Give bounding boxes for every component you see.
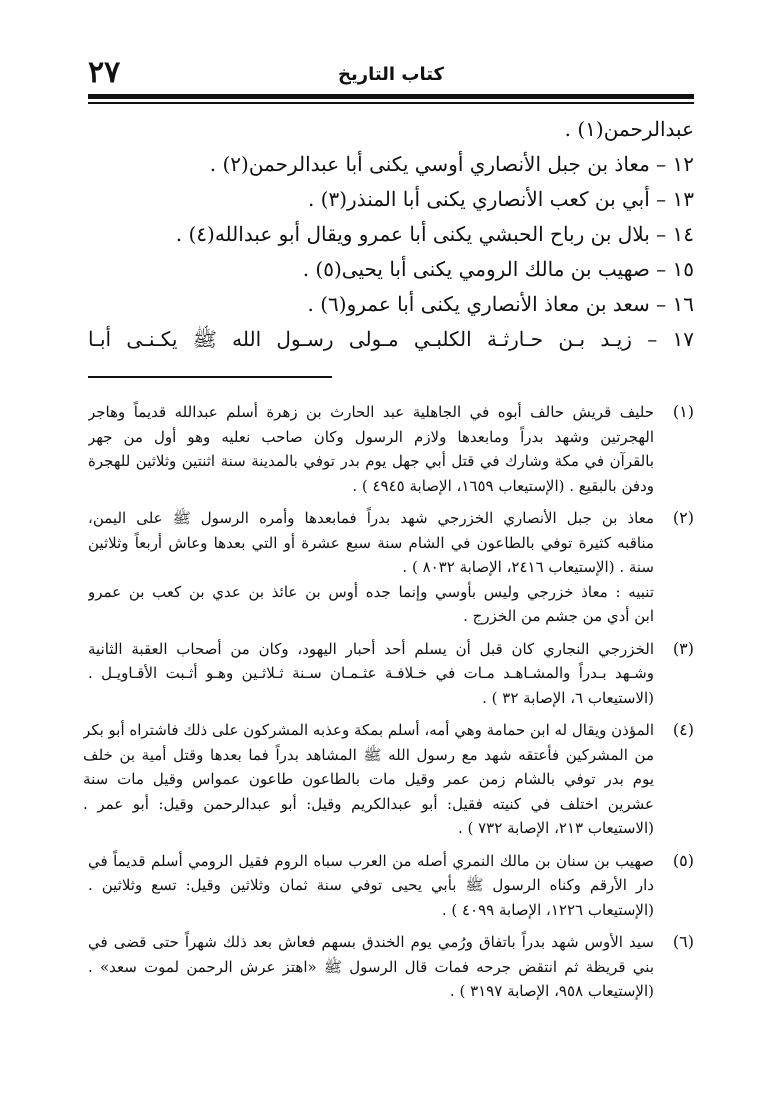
footnote-6 <box>88 930 694 1004</box>
footnote-line: تنبيه : معاذ خزرجي وليس بأوسي وإنما جده أوس بن عائذ بن عدي بن كعب بن عمرو <box>88 582 654 601</box>
footnote-line: الخزرجي النجاري كان قبل أن يسلم أحد أحبار اليهود، وكان من أصحاب العقبة الثانية <box>88 639 654 658</box>
footnote-4 <box>83 718 694 841</box>
footnote-separator <box>88 376 332 378</box>
running-title: كتاب التاريخ <box>337 64 445 85</box>
footnote-line: بالقرآن في مكة وشارك في قتل أبي جهل يوم بدر توفي بالمدينة سنة اثنتين وثلاثين للهجرة <box>88 452 654 470</box>
footnote-line: (الإستيعاب ٩٥٨، الإصابة ٣١٩٧ ) . <box>449 982 654 1000</box>
footnote-number: (٥) <box>672 850 694 870</box>
footnote-line: من المشركين فأعتقه شهد مع رسول الله ﷺ المشاهد بدراً فما بعدها وقتل أمية بن خلف <box>83 745 654 764</box>
footnote-line: (الإستيعاب ١٢٢٦، الإصابة ٤٠٩٩ ) . <box>441 900 654 919</box>
footnote-1 <box>88 400 694 498</box>
footnote-5 <box>88 849 694 923</box>
footnote-number: (٣) <box>672 638 694 658</box>
footnote-body <box>88 506 654 629</box>
footnote-line: يوم بدر توفي بالشام زمن عمر وقيل مات بالطاعون طاعون عمواس وقيل مات سنة <box>83 770 654 788</box>
footnote-body <box>88 849 654 923</box>
main-line: ١٢ – معاذ بن جبل الأنصاري أوسي يكنى أبا عبدالرحمن(٢) . <box>209 152 694 176</box>
footnote-2 <box>88 506 694 629</box>
footnote-body <box>88 637 654 711</box>
main-line: عبدالرحمن(١) . <box>564 117 694 141</box>
footnote-body <box>83 718 654 841</box>
footnote-line: مناقبه كثيرة توفي بالطاعون في الشام سنة سبع عشرة أو التي بعدها وعاش أربعاً وثلاثين <box>88 533 654 552</box>
footnote-line: الهجرتين وشهد بدراً ومابعدها ولازم الرسول وكان صاحب نعليه وهو أول من جهر <box>88 427 654 446</box>
page-header <box>88 52 694 88</box>
footnote-body <box>88 930 654 1004</box>
main-text <box>88 112 694 357</box>
footnote-line: (الاستيعاب ٢١٣، الإصابة ٧٣٢ ) . <box>457 819 654 837</box>
footnote-line: بني قريظة ثم انتقض جرحه فمات قال الرسول ﷺ «اهتز عرش الرحمن لموت سعد» . <box>88 957 654 976</box>
footnote-line: وشـهد بـدراً والمشـاهـد مـات في خـلافـة عثـمـان سـنة ثـلاثـين وهـو أثـبت الأقـاويـل . <box>88 664 654 682</box>
page-number: ٢٧ <box>88 55 121 90</box>
footnote-number: (٦) <box>672 932 694 951</box>
header-rule-thick <box>88 94 694 99</box>
footnote-number: (٤) <box>672 720 694 739</box>
main-line: ١٧ – زيـد بـن حـارثـة الكلبـي مـولى رسـول الله ﷺ يكـنـى أبـا <box>88 327 694 351</box>
footnote-body <box>88 400 654 498</box>
footnote-line: دار الأرقم وكناه الرسول ﷺ بأبي يحيى توفي سنة ثمان وثلاثين وقيل: تسع وثلاثين . <box>88 876 654 894</box>
main-line: ١٣ – أبي بن كعب الأنصاري يكنى أبا المنذر(٣) . <box>307 187 694 211</box>
footnote-line: (الاستيعاب ٦، الإصابة ٣٢ ) . <box>482 688 654 707</box>
footnote-number: (٢) <box>672 508 694 527</box>
header-rule-thin <box>88 102 694 104</box>
footnote-line: معاذ بن جبل الأنصاري الخزرجي شهد بدراً فمابعدها وأمره الرسول ﷺ على اليمن، <box>88 509 654 527</box>
footnote-line: ابن أدي من جشم من الخزرج . <box>463 607 654 625</box>
footnote-line: عشرين اختلف في كنيته فقيل: أبو عبدالكريم وقيل: أبو عبدالرحمن وقيل: أبو عمر . <box>83 794 654 813</box>
footnote-line: سنة . (الإستيعاب ٢٤١٦، الإصابة ٨٠٣٢ ) . <box>402 558 654 576</box>
main-line: ١٤ – بلال بن رباح الحبشي يكنى أبا عمرو ويقال أبو عبدالله(٤) . <box>175 222 694 246</box>
main-line: ١٦ – سعد بن معاذ الأنصاري يكنى أبا عمرو(٦) . <box>307 292 694 316</box>
footnote-line: ودفن بالبقيع . (الإستيعاب ١٦٥٩، الإصابة ٤٩٤٥ ) . <box>352 476 654 495</box>
main-line: ١٥ – صهيب بن مالك الرومي يكنى أبا يحيى(٥) . <box>302 257 694 281</box>
footnote-line: صهيب بن سنان بن مالك النمري أصله من العرب سباه الروم فقيل الرومي أسلم قديماً في <box>88 851 654 870</box>
footnote-line: حليف قريش حالف أبوه في الجاهلية عبد الحارث بن زهرة أسلم عبدالله قديماً وهاجر <box>88 403 654 421</box>
footnote-line: المؤذن ويقال له ابن حمامة وهي أمه، أسلم بمكة وعذبه المشركون على ذلك فاشتراه أبو بكر <box>83 721 654 739</box>
footnote-number: (١) <box>672 402 694 421</box>
footnote-3 <box>88 637 694 711</box>
footnote-line: سيد الأوس شهد بدراً باتفاق ورُمي يوم الخندق بسهم فعاش بعد ذلك شهراً حتى قضى في <box>88 933 654 951</box>
footnotes <box>83 400 694 1012</box>
